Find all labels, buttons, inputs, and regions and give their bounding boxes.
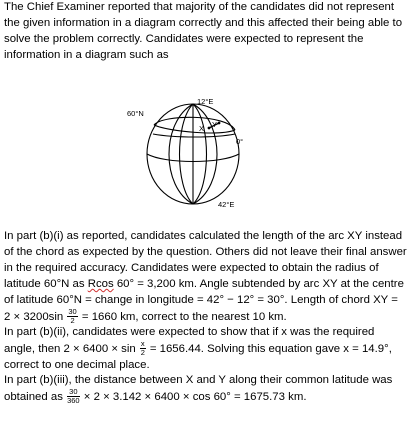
text-run: obtained as: [4, 390, 67, 403]
meridian-line: [193, 104, 207, 204]
text-run: latitude 60°N as: [4, 278, 88, 290]
part-bii-line: [4, 339, 392, 357]
part-biii-line: [4, 387, 307, 405]
latitude-circle-back: [154, 125, 235, 133]
text-run: 60° = 3,200 km. Angle subtended by arc XY at the centre: [113, 278, 404, 290]
text-run: 2 × 3200sin: [4, 310, 67, 323]
longitude-12e-label: 12°E: [197, 97, 214, 106]
part-bi-line: In part (b)(i) as reported, candidates calculated the length of the arc XY instead: [4, 230, 403, 242]
point-y-label: Y: [212, 120, 218, 129]
fraction-denominator: 2: [70, 316, 75, 325]
fraction-numerator: 30: [67, 388, 80, 397]
fraction-denominator: 360: [67, 396, 80, 405]
globe-diagram: [115, 92, 275, 222]
fraction-numerator: x: [140, 339, 145, 348]
fraction: [67, 388, 80, 405]
longitude-0-label: 0°: [236, 137, 244, 146]
fraction: [67, 308, 77, 325]
part-bi-line: of latitude 60°N = change in longitude = 42° − 12° = 30°. Length of chord XY =: [4, 294, 398, 306]
meridian-line: [169, 104, 193, 204]
part-bi-line: [4, 307, 287, 325]
intro-paragraph: [4, 0, 410, 63]
point-y-marker: [218, 122, 221, 125]
text-run: = 1656.44. Solving this equation gave x = 14.9°,: [146, 342, 392, 355]
latitude-circle: [154, 117, 235, 130]
latitude-label: 60°N: [127, 109, 144, 118]
parallel-line: [153, 134, 235, 137]
longitude-42e-label: 42°E: [218, 200, 235, 209]
meridian-line: [180, 104, 194, 204]
part-bii-line: correct to one decimal place.: [4, 359, 150, 371]
part-bii-paragraph: [4, 324, 410, 373]
intro-line: solve the problem correctly. Candidates were expected to represent the: [4, 33, 364, 45]
intro-line: The Chief Examiner reported that majority of the candidates did not represent: [4, 1, 395, 13]
text-run: angle, then 2 × 6400 × sin: [4, 342, 139, 355]
text-run: = 1660 km, correct to the nearest 10 km.: [78, 310, 287, 323]
part-bi-line: of the chord as expected by the question. Others did not leave their final answer: [4, 246, 407, 258]
part-bii-line: In part (b)(ii), candidates were expected to show that if x was the required: [4, 326, 375, 338]
text-run: × 2 × 3.142 × 6400 × cos 60° = 1675.73 km.: [80, 390, 307, 403]
fraction-denominator: 2: [140, 348, 145, 357]
part-biii-paragraph: [4, 372, 410, 405]
point-x-label: X: [199, 124, 205, 133]
part-bi-paragraph: [4, 228, 410, 325]
fraction: [140, 340, 146, 357]
part-biii-line: In part (b)(iii), the distance between X and Y along their common latitude was: [4, 374, 393, 386]
intro-line: information in a diagram such as: [4, 49, 169, 61]
fraction-numerator: 30: [68, 307, 77, 316]
part-bi-line: in the required accuracy. Candidates were expected to obtain the radius of: [4, 262, 379, 274]
spellcheck-word: Rcos: [87, 278, 114, 290]
intro-line: the given information in a diagram correctly and this affected their being able to: [4, 17, 403, 29]
part-bi-line: [4, 278, 404, 290]
point-x-marker: [208, 127, 211, 130]
